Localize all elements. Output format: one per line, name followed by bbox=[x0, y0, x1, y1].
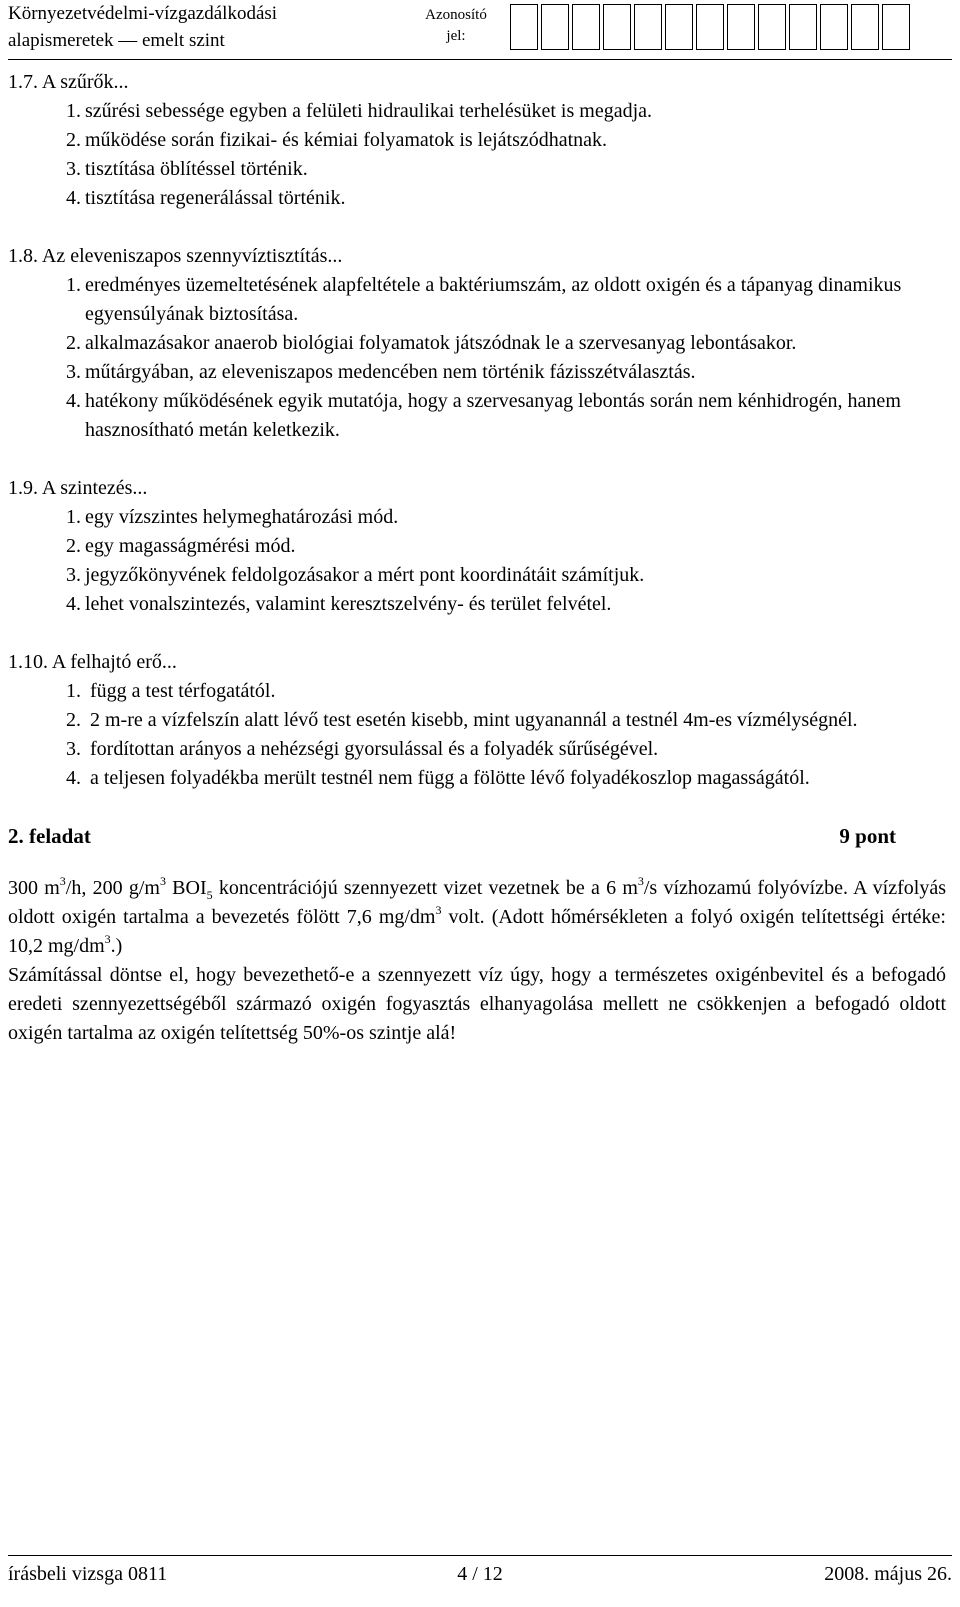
task-text: .) bbox=[110, 935, 123, 957]
answer-option bbox=[8, 735, 956, 764]
id-code-box[interactable] bbox=[572, 4, 600, 50]
answer-option bbox=[8, 532, 956, 561]
footer-exam-label: írásbeli vizsga 0811 bbox=[8, 1563, 168, 1585]
option-number: 1. bbox=[66, 274, 81, 296]
option-number: 4. bbox=[66, 187, 81, 209]
question-title: 1.7. A szűrők... bbox=[8, 71, 129, 93]
question-block bbox=[8, 242, 956, 445]
option-number: 1. bbox=[66, 506, 81, 528]
superscript: 3 bbox=[59, 874, 66, 889]
answer-option bbox=[8, 358, 956, 387]
option-text: működése során fizikai- és kémiai folyamatok is lejátszódhatnak. bbox=[85, 129, 608, 151]
id-code-box[interactable] bbox=[634, 4, 662, 50]
footer-page-number: 4 / 12 bbox=[457, 1563, 503, 1585]
answer-option bbox=[8, 764, 956, 793]
option-number: 2. bbox=[66, 535, 81, 557]
question-title: 1.9. A szintezés... bbox=[8, 477, 148, 499]
id-label-line2: jel: bbox=[446, 28, 466, 44]
question-block bbox=[8, 474, 956, 619]
question-list bbox=[8, 68, 956, 793]
option-number: 3. bbox=[66, 738, 81, 760]
option-number: 2. bbox=[66, 709, 81, 731]
task-text: koncentrációjú szennyezett vizet vezetnek be a 6 m bbox=[212, 877, 638, 899]
option-text: 2 m-re a vízfelszín alatt lévő test esetén kisebb, mint ugyanannál a testnél 4m-es vízmélységnél. bbox=[90, 709, 858, 731]
id-code-box[interactable] bbox=[851, 4, 879, 50]
task-2-heading bbox=[8, 822, 956, 852]
option-text: egy vízszintes helymeghatározási mód. bbox=[85, 506, 399, 528]
task-2-paragraph-1 bbox=[8, 874, 946, 961]
id-code-box[interactable] bbox=[541, 4, 569, 50]
option-number: 4. bbox=[66, 767, 81, 789]
id-label bbox=[423, 5, 489, 47]
answer-option bbox=[8, 271, 956, 329]
task-2-title: 2. feladat bbox=[8, 824, 91, 848]
answer-option bbox=[8, 387, 956, 445]
option-number: 3. bbox=[66, 564, 81, 586]
option-text: lehet vonalszintezés, valamint keresztszelvény- és terület felvétel. bbox=[85, 593, 612, 615]
header-title bbox=[8, 0, 277, 54]
header-title-line2: alapismeretek — emelt szint bbox=[8, 30, 225, 51]
option-number: 2. bbox=[66, 129, 81, 151]
superscript: 3 bbox=[637, 874, 644, 889]
task-2-body bbox=[8, 874, 946, 1048]
task-text: /s vízhozamú folyóvízbe. A vízfolyás oldott oxigén tartalma a bevezetés fölött 7,6 mg/dm bbox=[8, 877, 946, 928]
question-block bbox=[8, 648, 956, 793]
task-text: /h, 200 g/m bbox=[65, 877, 160, 899]
superscript: 3 bbox=[104, 932, 111, 947]
superscript: 3 bbox=[435, 903, 442, 918]
answer-option bbox=[8, 126, 956, 155]
subscript: 5 bbox=[206, 888, 213, 902]
footer-divider bbox=[8, 1555, 952, 1556]
question-title: 1.10. A felhajtó erő... bbox=[8, 651, 177, 673]
id-code-box[interactable] bbox=[510, 4, 538, 50]
option-text: függ a test térfogatától. bbox=[90, 680, 276, 702]
task-text: BOI bbox=[165, 877, 207, 899]
option-number: 2. bbox=[66, 332, 81, 354]
answer-option bbox=[8, 97, 956, 126]
task-text: 300 m bbox=[8, 877, 60, 899]
answer-option bbox=[8, 590, 956, 619]
id-code-box[interactable] bbox=[820, 4, 848, 50]
id-code-box[interactable] bbox=[603, 4, 631, 50]
id-code-boxes bbox=[510, 4, 913, 50]
option-text: jegyzőkönyvének feldolgozásakor a mért pont koordinátáit számítjuk. bbox=[85, 564, 645, 586]
id-code-box[interactable] bbox=[882, 4, 910, 50]
question-block bbox=[8, 68, 956, 213]
answer-option bbox=[8, 155, 956, 184]
answer-option bbox=[8, 503, 956, 532]
option-text: tisztítása öblítéssel történik. bbox=[85, 158, 308, 180]
option-text: egy magasságmérési mód. bbox=[85, 535, 296, 557]
option-number: 1. bbox=[66, 680, 81, 702]
footer-date: 2008. május 26. bbox=[824, 1563, 952, 1585]
header-divider bbox=[8, 59, 952, 60]
option-number: 4. bbox=[66, 593, 81, 615]
answer-option bbox=[8, 706, 956, 735]
question-title: 1.8. Az eleveniszapos szennyvíztisztítás... bbox=[8, 245, 343, 267]
answer-option bbox=[8, 561, 956, 590]
header-title-line1: Környezetvédelmi-vízgazdálkodási bbox=[8, 3, 278, 24]
answer-option bbox=[8, 184, 956, 213]
option-text: szűrési sebessége egyben a felületi hidraulikai terhelésüket is megadja. bbox=[85, 100, 653, 122]
option-text: hatékony működésének egyik mutatója, hogy a szervesanyag lebontás során nem kénhidrogén, hanem hasznosítható metán keletkezik. bbox=[85, 390, 901, 441]
task-text: volt. (Adott hőmérsékleten a folyó oxigén telítettségi értéke: 10,2 mg/dm bbox=[8, 906, 946, 957]
id-code-box[interactable] bbox=[665, 4, 693, 50]
task-2-paragraph-2: Számítással döntse el, hogy bevezethető-e a szennyezett víz úgy, hogy a természetes oxigénbevitel és a befogadó eredeti szennyezettségéből származó oxigén fogyasztás elhanyagolása mellett ne csökkenjen a befogadó oldott oxigén tartalma az oxigén telítettség 50%-os szintje alá! bbox=[8, 964, 946, 1044]
option-number: 1. bbox=[66, 100, 81, 122]
superscript: 3 bbox=[159, 874, 166, 889]
answer-option bbox=[8, 677, 956, 706]
option-text: alkalmazásakor anaerob biológiai folyamatok játszódnak le a szervesanyag lebontásakor. bbox=[85, 332, 797, 354]
option-text: a teljesen folyadékba merült testnél nem függ a fölötte lévő folyadékoszlop magasságától. bbox=[90, 767, 810, 789]
option-text: eredményes üzemeltetésének alapfeltétele a baktériumszám, az oldott oxigén és a tápanyag dinamikus egyensúlyának biztosítása. bbox=[85, 274, 902, 325]
id-code-box[interactable] bbox=[727, 4, 755, 50]
id-code-box[interactable] bbox=[696, 4, 724, 50]
id-code-box[interactable] bbox=[789, 4, 817, 50]
option-number: 3. bbox=[66, 361, 81, 383]
page-content bbox=[8, 68, 956, 1048]
option-text: fordítottan arányos a nehézségi gyorsulással és a folyadék sűrűségével. bbox=[90, 738, 659, 760]
option-text: tisztítása regenerálással történik. bbox=[85, 187, 346, 209]
task-2-points: 9 pont bbox=[839, 824, 896, 848]
id-code-box[interactable] bbox=[758, 4, 786, 50]
option-text: műtárgyában, az eleveniszapos medencében nem történik fázisszétválasztás. bbox=[85, 361, 696, 383]
option-number: 4. bbox=[66, 390, 81, 412]
id-label-line1: Azonosító bbox=[425, 7, 487, 23]
answer-option bbox=[8, 329, 956, 358]
option-number: 3. bbox=[66, 158, 81, 180]
